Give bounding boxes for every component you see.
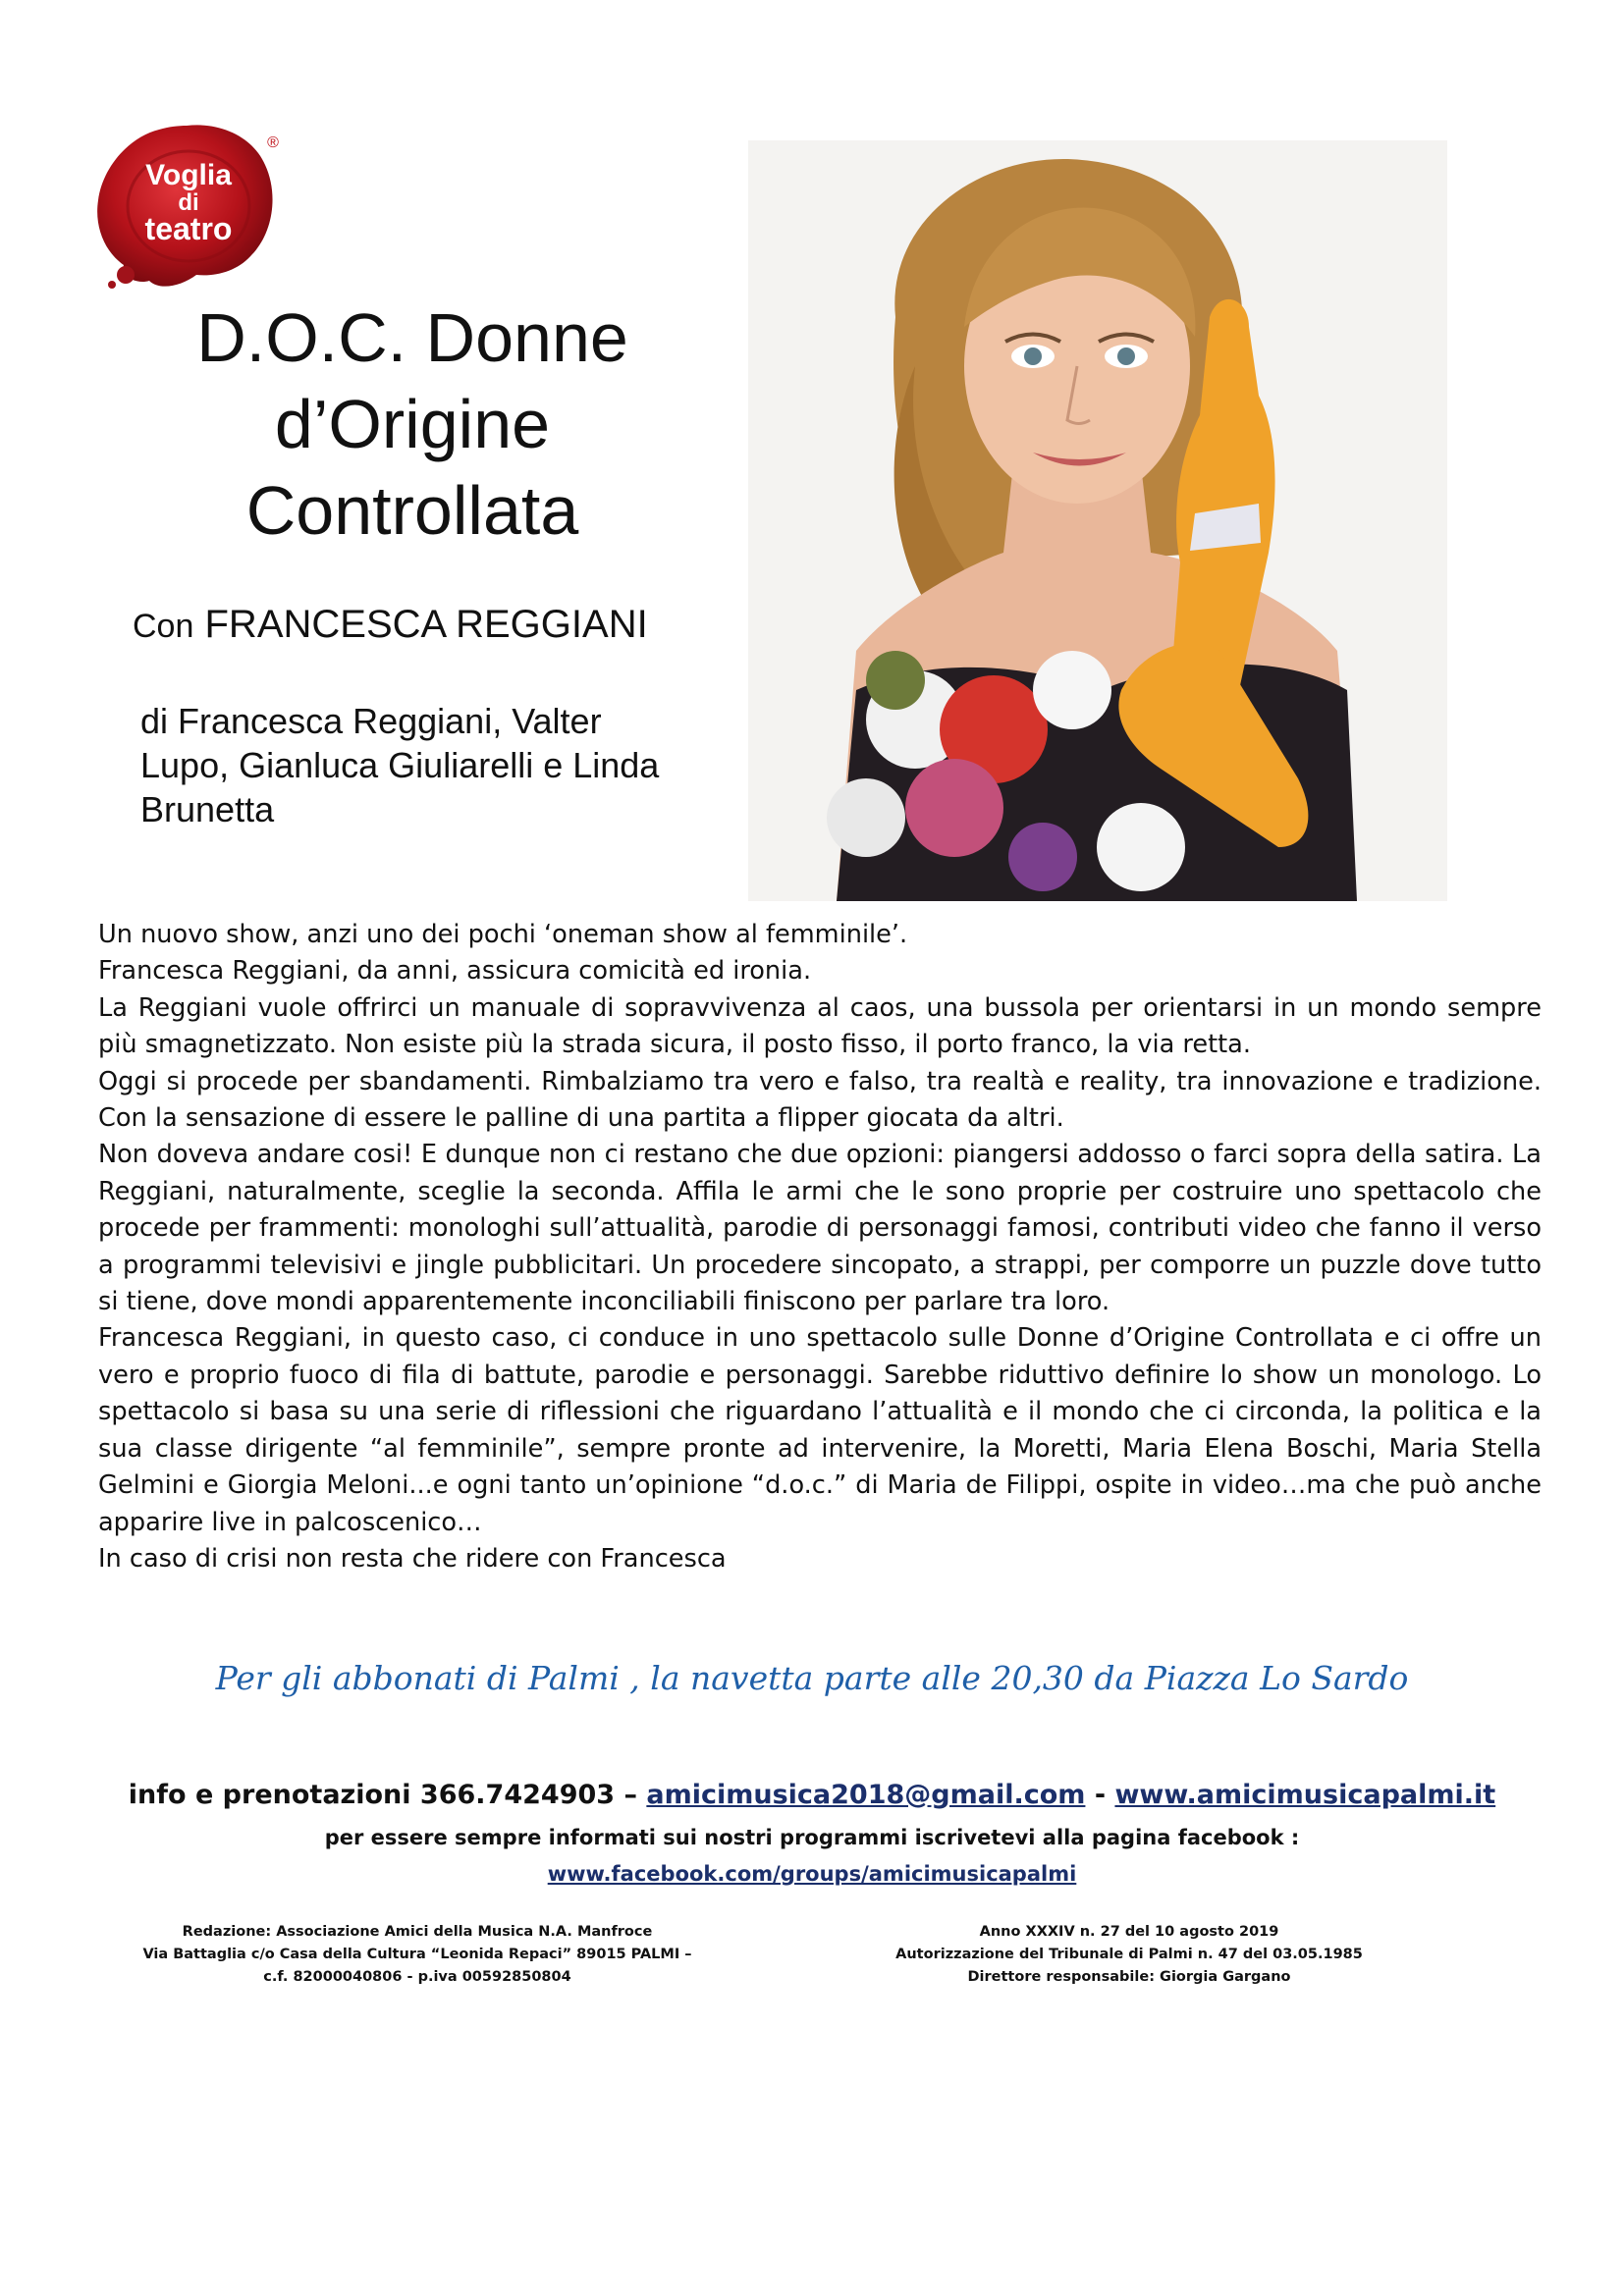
paragraph-2: Francesca Reggiani, da anni, assicura comicità ed ironia. — [98, 956, 812, 987]
body-text — [98, 917, 1542, 1577]
title-line-2: d’Origine — [274, 386, 551, 462]
email-link[interactable]: amicimusica2018@gmail.com — [646, 1780, 1086, 1810]
paragraph-7: In caso di crisi non resta che ridere con Francesca — [98, 1543, 727, 1574]
website-link[interactable]: www.amicimusicapalmi.it — [1114, 1780, 1496, 1810]
colophon-right-line-1: Anno XXXIV n. 27 del 10 agosto 2019 — [979, 1924, 1279, 1940]
facebook-note: per essere sempre informati sui nostri programmi iscrivetevi alla pagina facebook : — [324, 1826, 1300, 1849]
cast-line — [133, 603, 648, 647]
shuttle-notice: Per gli abbonati di Palmi , la navetta parte alle 20,30 da Piazza Lo Sardo — [215, 1659, 1409, 1697]
voglia-di-teatro-logo — [90, 118, 297, 294]
info-prefix: info e prenotazioni 366.7424903 – — [128, 1780, 647, 1810]
colophon-left — [133, 1921, 702, 1989]
colophon-right — [844, 1921, 1414, 1989]
logo-line2: di — [178, 189, 199, 216]
paragraph-1: Un nuovo show, anzi uno dei pochi ‘oneman show al femminile’. — [98, 920, 908, 949]
info-separator: - — [1085, 1780, 1115, 1810]
authors: di Francesca Reggiani, Valter Lupo, Gianluca Giuliarelli e Linda Brunetta — [140, 701, 660, 829]
logo-line3: teatro — [144, 211, 233, 246]
show-title — [108, 294, 717, 554]
performer-photo — [748, 140, 1447, 901]
info-line — [0, 1780, 1624, 1810]
facebook-line — [0, 1862, 1624, 1886]
title-line-3: Controllata — [245, 472, 579, 549]
logo-line1: Voglia — [145, 159, 232, 191]
paragraph-3: La Reggiani vuole offrirci un manuale di sopravvivenza al caos, una bussola per orientarsi in un mondo sempre più smagnetizzato. Non esiste più la strada sicura, il posto fisso, il porto franco, la via retta. — [98, 992, 1542, 1060]
colophon-left-line-1: Redazione: Associazione Amici della Musica N.A. Manfroce — [182, 1924, 653, 1940]
title-line-1: D.O.C. Donne — [196, 299, 628, 376]
colophon-left-line-2: Via Battaglia c/o Casa della Cultura “Leonida Repaci” 89015 PALMI – — [142, 1947, 692, 1962]
colophon-right-line-3: Direttore responsabile: Giorgia Gargano — [967, 1969, 1291, 1985]
paragraph-5: Non doveva andare cosi! E dunque non ci restano che due opzioni: piangersi addosso o farci sopra della satira. La Reggiani, naturalmente, sceglie la seconda. Affila le armi che le sono proprie per costruire uno spettacolo che procede per frammenti: monologhi sull’attualità, parodie di personaggi famosi, contributi video che fanno il verso a programmi televisivi e jingle pubblicitari. Un procedere sincopato, a strappi, per comporre un puzzle dove tutto si tiene, dove mondi apparentemente inconciliabili finiscono per parlare tra loro. — [98, 1140, 1542, 1317]
colophon-left-line-3: c.f. 82000040806 - p.iva 00592850804 — [263, 1969, 571, 1985]
cast-name: FRANCESCA REGGIANI — [204, 603, 648, 646]
facebook-link[interactable]: www.facebook.com/groups/amicimusicapalmi — [547, 1862, 1077, 1886]
cast-prefix: Con — [133, 608, 194, 645]
paragraph-4: Oggi si procede per sbandamenti. Rimbalziamo tra vero e falso, tra realtà e reality, tra innovazione e tradizione. Con la sensazione di essere le palline di una partita a flipper giocata da altri. — [98, 1066, 1542, 1134]
registered-mark: ® — [267, 134, 279, 151]
colophon-right-line-2: Autorizzazione del Tribunale di Palmi n. 47 del 03.05.1985 — [895, 1947, 1363, 1962]
paragraph-6: Francesca Reggiani, in questo caso, ci conduce in uno spettacolo sulle Donne d’Origine Controllata e ci offre un vero e proprio fuoco di fila di battute, parodie e personaggi. Sarebbe riduttivo definire lo show un monologo. Lo spettacolo si basa su una serie di riflessioni che riguardano l’attualità e il mondo che ci circonda, la politica e la sua classe dirigente “al femminile”, sempre pronte ad intervenire, la Moretti, Maria Elena Boschi, Maria Stella Gelmini e Giorgia Meloni...e ogni tanto un’opinione “d.o.c.” di Maria de Filippi, ospite in video…ma che può anche apparire live in palcoscenico… — [98, 1323, 1542, 1537]
